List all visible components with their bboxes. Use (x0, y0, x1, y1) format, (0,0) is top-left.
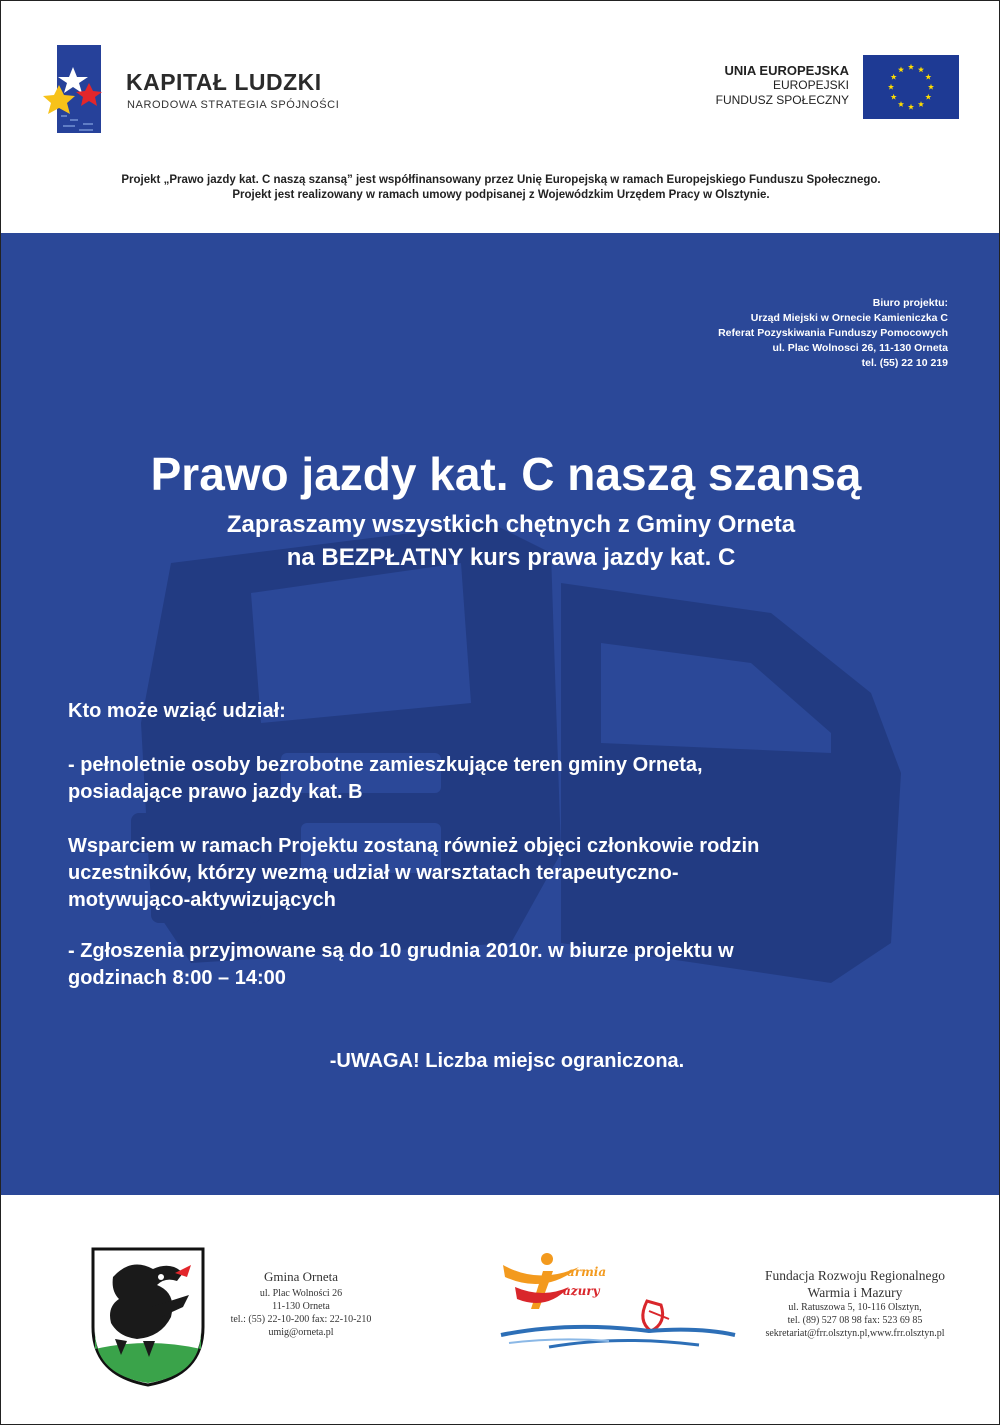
cofunding-note (1, 173, 1000, 203)
office-line-2: Referat Pozyskiwania Funduszy Pomocowych (718, 327, 948, 339)
deadline-paragraph (68, 938, 948, 992)
support-paragraph (68, 833, 948, 914)
limited-places-warning: -UWAGA! Liczba miejsc ograniczona. (329, 1050, 685, 1072)
eu-subtitle-1: EUROPEJSKI (772, 78, 849, 92)
who-item-line-2: posiadające prawo jazdy kat. B (68, 781, 363, 803)
frr-address: ul. Ratuszowa 5, 10-116 Olsztyn, (788, 1302, 922, 1313)
orneta-coat-of-arms-icon (91, 1247, 205, 1387)
project-office-info (718, 296, 948, 371)
eu-text-block (716, 63, 849, 108)
cofunding-line-1: Projekt „Prawo jazdy kat. C naszą szansą” jest współfinansowany przez Unię Europejską w ramach Europejskiego Funduszu Społecznego. (121, 174, 881, 186)
who-item (68, 752, 948, 806)
gmina-postcode: 11-130 Orneta (272, 1301, 330, 1312)
office-line-1: Urząd Miejski w Ornecie Kamieniczka C (750, 312, 948, 324)
eu-subtitle-2: FUNDUSZ SPOŁECZNY (715, 93, 849, 107)
office-line-4: tel. (55) 22 10 219 (861, 357, 948, 369)
who-heading (68, 698, 948, 725)
office-title: Biuro projektu: (872, 297, 948, 309)
support-line-2: uczestników, którzy wezmą udział w warsztatach terapeutyczno- (68, 862, 679, 884)
eu-flag-icon (863, 55, 959, 119)
wm-word-2: azury (563, 1284, 600, 1298)
gmina-address: ul. Plac Wolności 26 (259, 1288, 343, 1299)
deadline-line-1: - Zgłoszenia przyjmowane są do 10 grudnia 2010r. w biurze projektu w (68, 940, 734, 962)
poster-lead (1, 508, 1000, 574)
frr-email: sekretariat@frr.olsztyn.pl,www.frr.olsztyn.pl (765, 1328, 945, 1339)
cofunding-line-2: Projekt jest realizowany w ramach umowy podpisanej z Wojewódzkim Urzędem Pracy w Olsztynie. (232, 189, 770, 201)
gmina-contact (229, 1269, 373, 1339)
frr-contact (739, 1267, 971, 1340)
gmina-email: umig@orneta.pl (268, 1327, 334, 1338)
lead-line-2: na BEZPŁATNY kurs prawa jazdy kat. C (286, 544, 736, 571)
who-heading-text: Kto może wziąć udział: (68, 700, 286, 722)
frr-region: Warmia i Mazury (807, 1285, 903, 1300)
lead-line-1: Zapraszamy wszystkich chętnych z Gminy Orneta (226, 511, 796, 538)
kapital-ludzki-logo-icon (43, 45, 103, 135)
warmia-mazury-logo-icon (499, 1251, 739, 1361)
kapital-ludzki-subtitle: NARODOWA STRATEGIA SPÓJNOŚCI (127, 99, 340, 111)
frr-phone: tel. (89) 527 08 98 fax: 523 69 85 (787, 1315, 923, 1326)
support-line-1: Wsparciem w ramach Projektu zostaną również objęci członkowie rodzin (68, 835, 760, 857)
office-line-3: ul. Plac Wolnosci 26, 11-130 Orneta (772, 342, 948, 354)
gmina-name: Gmina Orneta (263, 1269, 338, 1284)
who-item-line-1: - pełnoletnie osoby bezrobotne zamieszkujące teren gminy Orneta, (68, 754, 703, 776)
support-line-3: motywująco-aktywizujących (68, 889, 336, 911)
gmina-phone: tel.: (55) 22-10-200 fax: 22-10-210 (230, 1314, 372, 1325)
poster-headline: Prawo jazdy kat. C naszą szansą (150, 448, 862, 500)
eu-title: UNIA EUROPEJSKA (724, 63, 849, 78)
main-panel (1, 233, 1000, 1195)
deadline-line-2: godzinach 8:00 – 14:00 (68, 967, 286, 989)
poster-body (68, 698, 948, 1019)
wm-word-1: armia (567, 1265, 607, 1279)
frr-name: Fundacja Rozwoju Regionalnego (765, 1268, 945, 1283)
kapital-ludzki-title: KAPITAŁ LUDZKI (126, 69, 322, 95)
